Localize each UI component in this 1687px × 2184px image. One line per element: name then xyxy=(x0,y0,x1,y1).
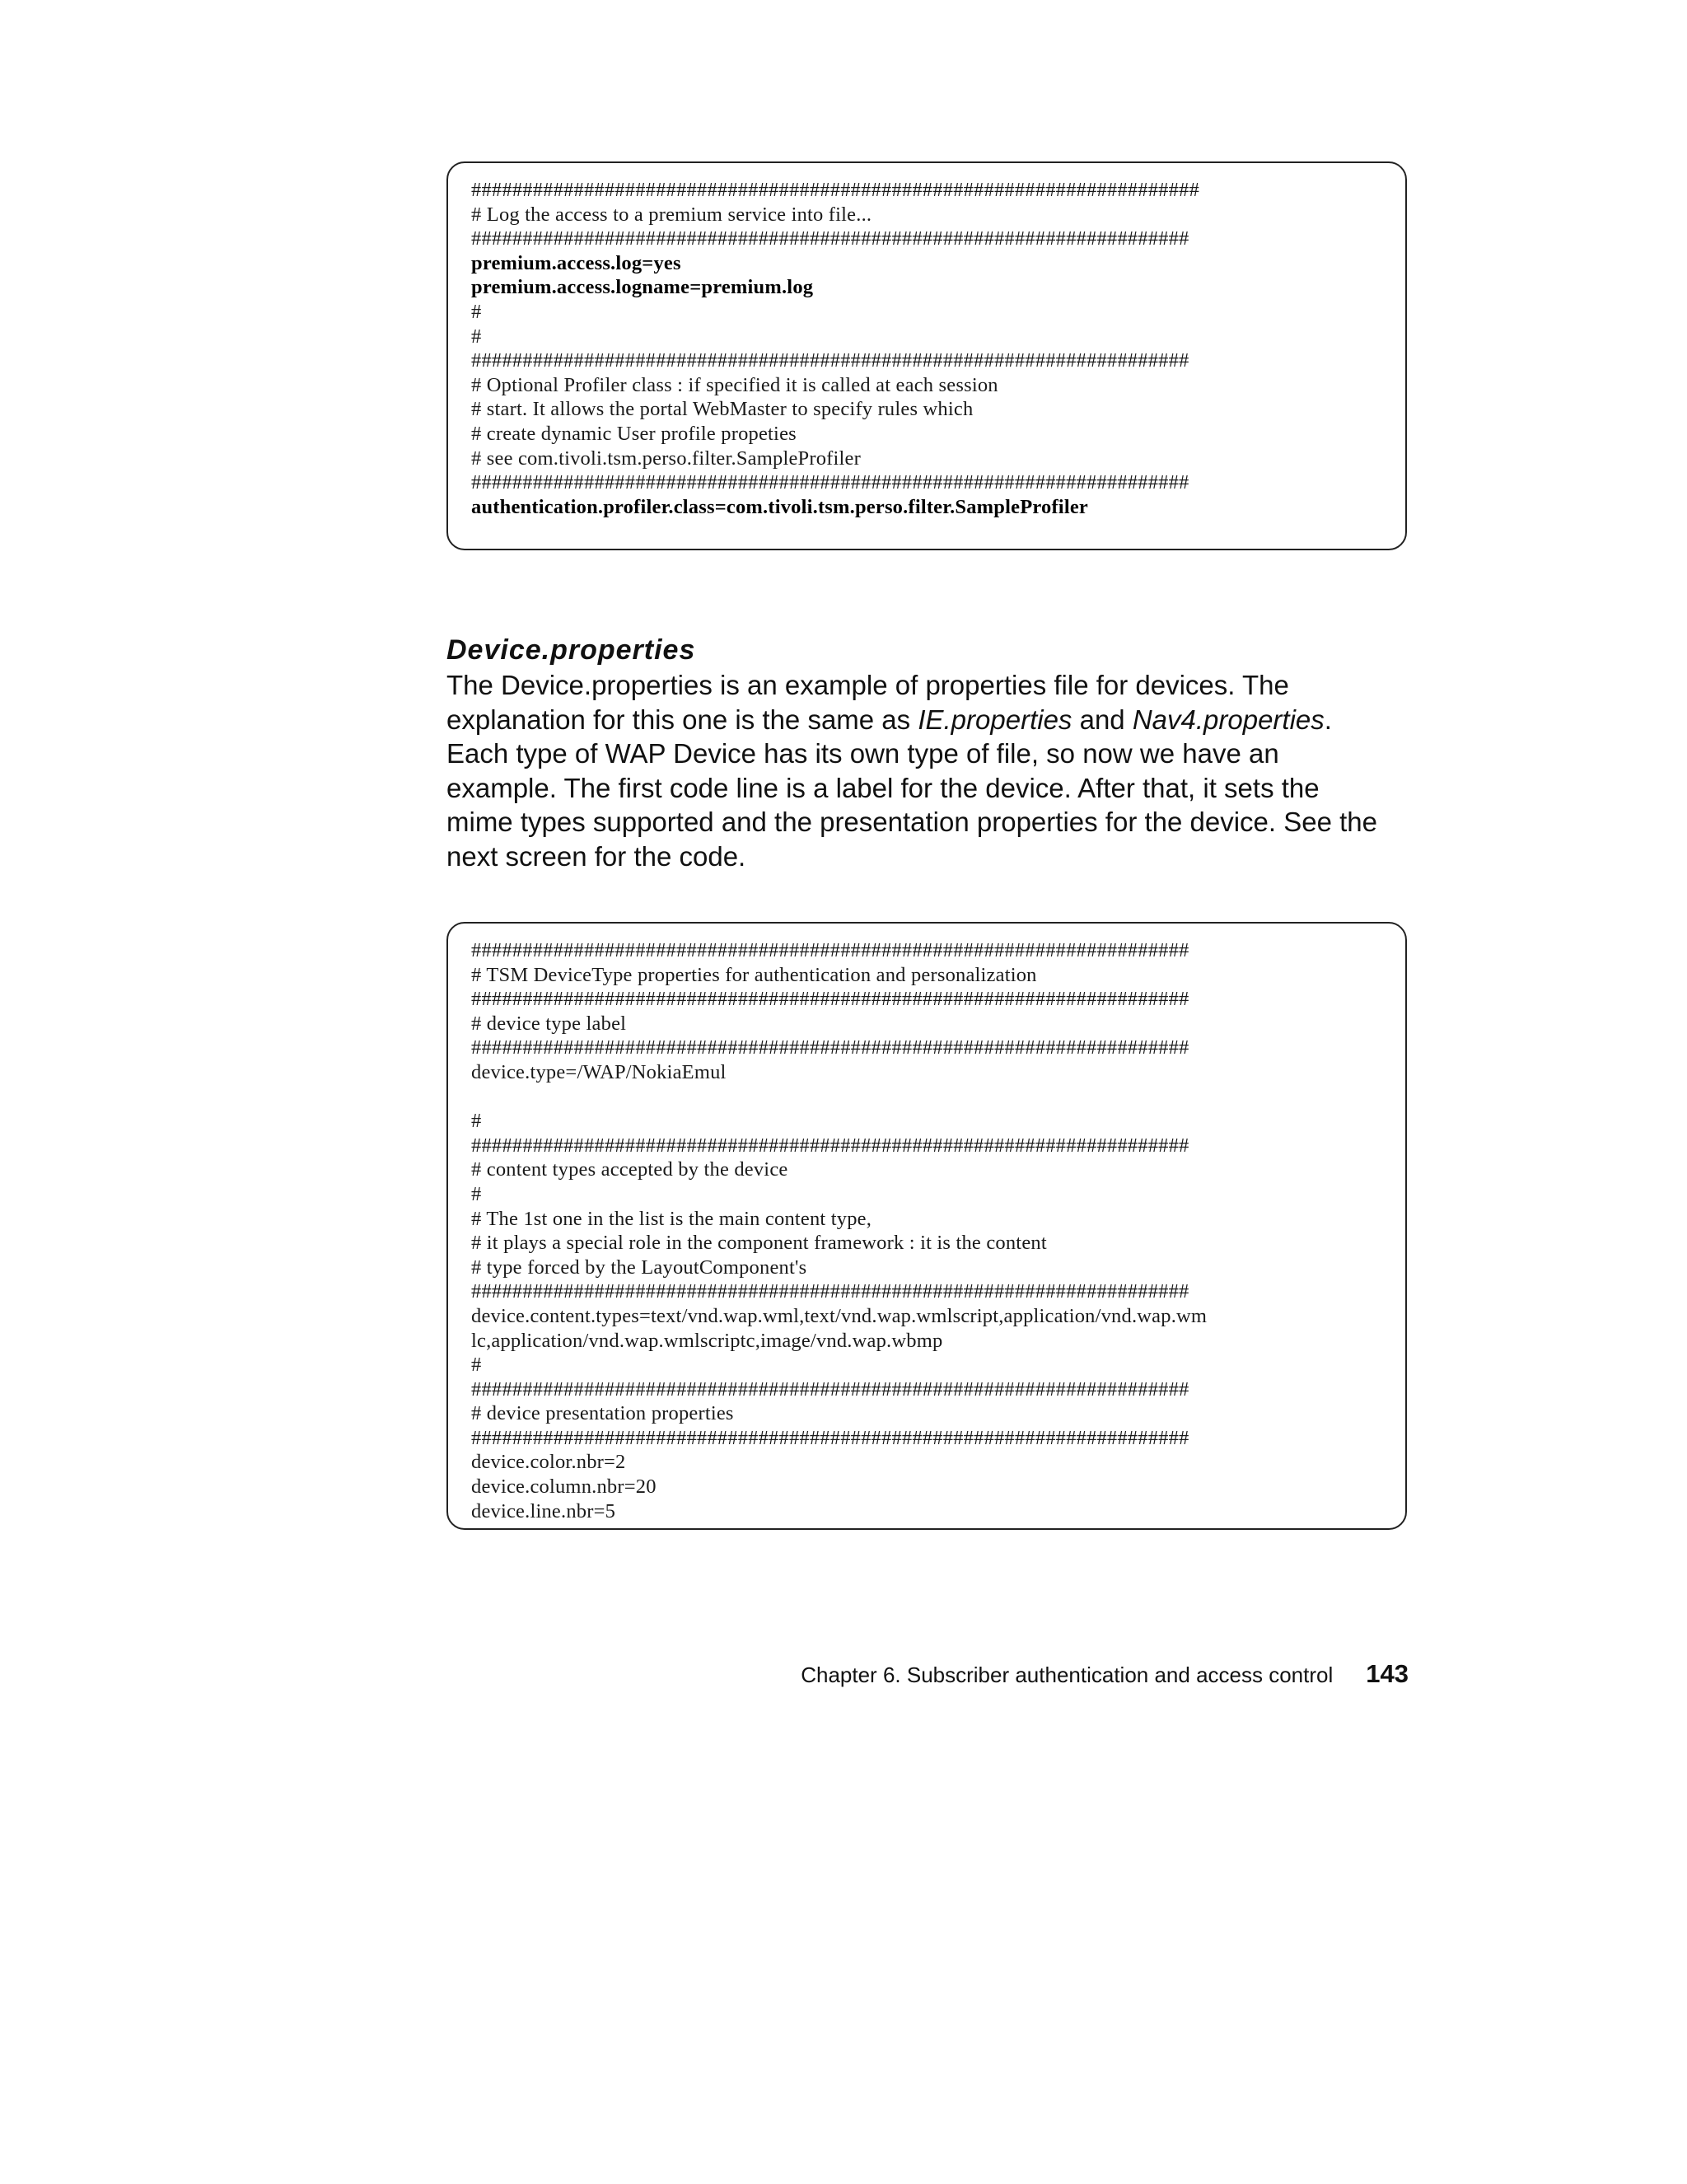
code-line: # start. It allows the portal WebMaster to specify rules which xyxy=(471,398,974,421)
paragraph-line xyxy=(446,737,1435,771)
code-line: # The 1st one in the list is the main content type, xyxy=(471,1207,872,1230)
section-heading: Device.properties xyxy=(446,634,696,666)
code-line: # Log the access to a premium service into file... xyxy=(471,203,872,226)
code-line: premium.access.log=yes xyxy=(471,251,681,274)
code-line: ###################################################################### xyxy=(471,349,1189,372)
code-line: device.line.nbr=5 xyxy=(471,1499,616,1522)
code-line: ###################################################################### xyxy=(471,227,1189,250)
paragraph-text: Each type of WAP Device has its own type of file, so now we have an xyxy=(446,738,1279,769)
code-line: # type forced by the LayoutComponent's xyxy=(471,1256,807,1279)
paragraph-text: mime types supported and the presentation properties for the device. See the xyxy=(446,807,1378,837)
paragraph-line xyxy=(446,703,1435,737)
paragraph-text: . xyxy=(1324,704,1332,735)
paragraph-text: explanation for this one is the same as xyxy=(446,704,918,735)
page-footer xyxy=(801,1659,1409,1689)
code-line: # Optional Profiler class : if specified it is called at each session xyxy=(471,373,998,396)
paragraph-line xyxy=(446,668,1435,703)
code-line: # device presentation properties xyxy=(471,1402,734,1425)
code-line: lc,application/vnd.wap.wmlscriptc,image/vnd.wap.wbmp xyxy=(471,1329,943,1352)
code-line: # xyxy=(471,325,482,348)
italic-reference: Nav4.properties xyxy=(1132,704,1325,735)
code-line: device.content.types=text/vnd.wap.wml,text/vnd.wap.wmlscript,application/vnd.wap.wm xyxy=(471,1304,1208,1327)
footer-chapter-title: Chapter 6. Subscriber authentication and access control xyxy=(801,1663,1334,1687)
code-line: # xyxy=(471,1354,482,1377)
paragraph-line xyxy=(446,839,1435,874)
body-paragraph xyxy=(446,668,1435,873)
code-line: ###################################################################### xyxy=(471,988,1189,1011)
page-number: 143 xyxy=(1366,1659,1409,1688)
code-line xyxy=(471,1085,1382,1110)
italic-reference: IE.properties xyxy=(918,704,1072,735)
code-line: # see com.tivoli.tsm.perso.filter.SampleProfiler xyxy=(471,447,861,470)
code-line: ####################################################################### xyxy=(471,179,1199,201)
code-line: premium.access.logname=premium.log xyxy=(471,276,814,299)
code-line: ###################################################################### xyxy=(471,939,1189,961)
code-line: ###################################################################### xyxy=(471,1036,1189,1059)
paragraph-text: example. The first code line is a label for the device. After that, it sets the xyxy=(446,772,1320,803)
code-line: # content types accepted by the device xyxy=(471,1158,788,1181)
code-line: # create dynamic User profile propeties xyxy=(471,422,797,445)
paragraph-line xyxy=(446,805,1435,839)
code-line: # device type label xyxy=(471,1012,627,1035)
code-line: # it plays a special role in the component framework : it is the content xyxy=(471,1232,1047,1255)
code-block-device-properties xyxy=(446,922,1407,1530)
code-line: ###################################################################### xyxy=(471,1280,1189,1303)
code-line: ###################################################################### xyxy=(471,1134,1189,1157)
paragraph-text: next screen for the code. xyxy=(446,840,746,872)
code-line: device.column.nbr=20 xyxy=(471,1475,657,1499)
code-line: ###################################################################### xyxy=(471,1377,1189,1401)
paragraph-line xyxy=(446,771,1435,806)
code-line: # xyxy=(471,1110,482,1133)
code-line: # xyxy=(471,300,482,323)
paragraph-text: The Device.properties is an example of properties file for devices. The xyxy=(446,670,1289,700)
code-line: ###################################################################### xyxy=(471,471,1189,494)
code-line: ###################################################################### xyxy=(471,1426,1189,1449)
code-line: device.type=/WAP/NokiaEmul xyxy=(471,1060,727,1083)
code-block-premium-access xyxy=(446,161,1407,550)
paragraph-text: and xyxy=(1072,704,1133,735)
code-line: # TSM DeviceType properties for authentication and personalization xyxy=(471,963,1037,986)
code-line: device.color.nbr=2 xyxy=(471,1451,626,1474)
code-line: authentication.profiler.class=com.tivoli.tsm.perso.filter.SampleProfiler xyxy=(471,495,1088,518)
code-line: # xyxy=(471,1182,482,1205)
